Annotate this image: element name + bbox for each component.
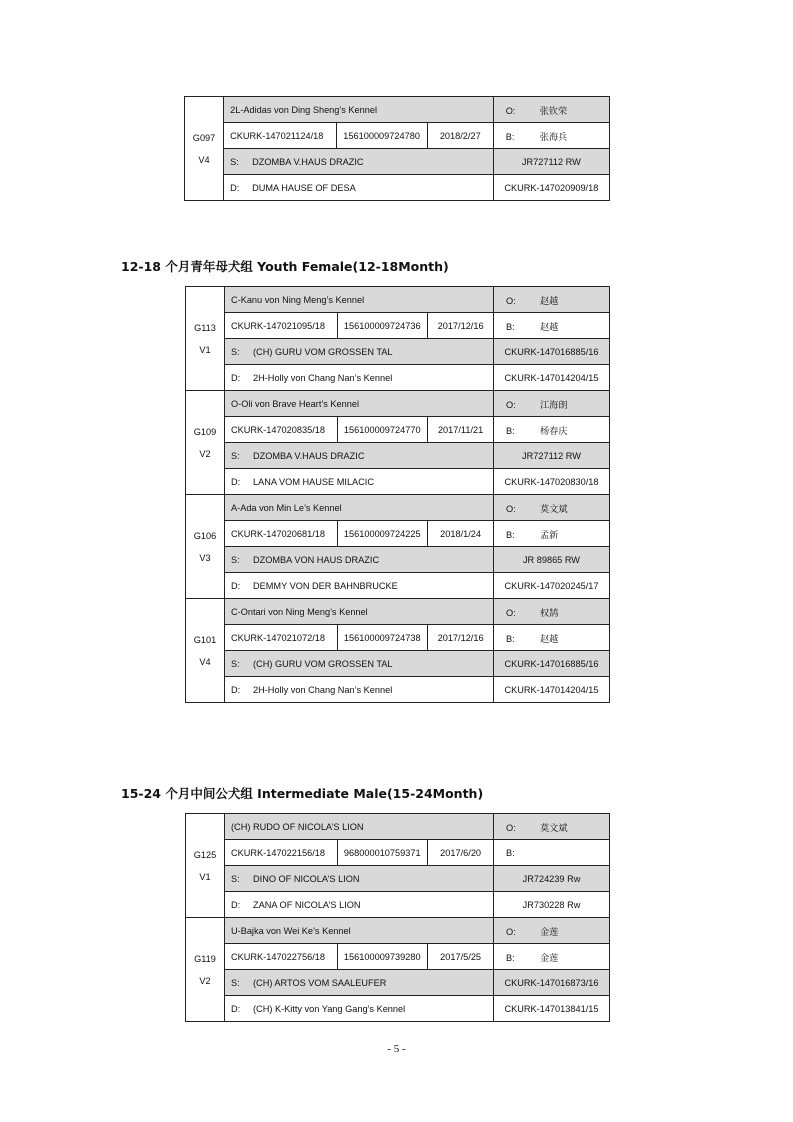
dam-cell [225,677,494,703]
sire-label: S: [231,658,240,669]
dam-cell [225,573,494,599]
owner-cell [493,97,609,123]
breeder-value: 金莲 [539,952,559,963]
breeder-label: B: [505,425,515,436]
entry-grade: V3 [199,552,211,563]
dam-label: D: [230,182,240,193]
breeder-label: B: [505,952,515,963]
sire-registration: JR 89865 RW [493,547,609,573]
entry-detail-row [185,123,610,149]
chip-number: 156100009724225 [337,521,427,547]
entry-id-cell [186,287,225,391]
entry-catalog-number: G097 [192,132,216,143]
chip-number: 156100009724736 [337,313,427,339]
dog-results-table [185,286,610,703]
birth-date: 2017/12/16 [428,625,494,651]
sire-row [186,866,610,892]
dog-name: 2L-Adidas von Ding Sheng’s Kennel [224,97,494,123]
chip-number: 156100009724770 [337,417,427,443]
entry-id-cell [185,97,224,201]
dam-row [186,677,610,703]
dam-registration: JR730228 Rw [493,892,609,918]
owner-label: O: [505,503,516,514]
dog-results-table [185,813,610,1022]
dam-label: D: [231,476,241,487]
breeder-label: B: [505,847,515,858]
dam-registration: CKURK-147020245/17 [493,573,609,599]
entry-catalog-number: G119 [194,953,216,964]
entry-id-cell [186,599,225,703]
sire-cell [225,970,494,996]
sire-name: (CH) ARTOS VOM SAALEUFER [253,977,387,988]
owner-value: 赵越 [539,295,559,306]
owner-label: O: [505,926,516,937]
entry-detail-row [186,313,610,339]
breeder-value: 赵越 [539,633,559,644]
sire-name: DZOMBA V.HAUS DRAZIC [253,450,365,461]
owner-value: 莫文斌 [539,822,568,833]
dam-cell [225,469,494,495]
sire-label: S: [230,156,239,167]
sire-row [186,970,610,996]
sire-label: S: [231,554,240,565]
registration-number: CKURK-147021124/18 [224,123,337,149]
chip-number: 156100009724780 [337,123,428,149]
sire-label: S: [231,977,240,988]
breeder-value: 张海兵 [539,131,568,142]
birth-date: 2017/5/25 [428,944,494,970]
entry-grade: V1 [199,344,211,355]
entry-id-cell [186,814,225,918]
entry-id-cell [186,391,225,495]
owner-value: 金莲 [539,926,559,937]
entry-catalog-number: G109 [193,426,217,437]
registration-number: CKURK-147020681/18 [225,521,338,547]
sire-row [186,339,610,365]
owner-cell [493,814,609,840]
owner-value: 莫文斌 [539,503,568,514]
birth-date: 2017/11/21 [428,417,494,443]
registration-number: CKURK-147022156/18 [225,840,338,866]
breeder-label: B: [505,131,515,142]
sire-registration: JR724239 Rw [493,866,609,892]
entry-grade: V4 [199,656,211,667]
owner-cell [493,495,609,521]
owner-cell [493,391,609,417]
page-number: - 5 - [387,1043,406,1055]
owner-value: 张钦荣 [539,105,568,116]
sire-label: S: [231,873,240,884]
entry-catalog-number: G125 [193,849,217,860]
owner-label: O: [505,295,516,306]
breeder-label: B: [505,529,515,540]
entry-name-row [186,814,610,840]
entry-grade: V4 [198,154,210,165]
owner-label: O: [505,822,516,833]
dam-label: D: [231,372,241,383]
dog-name: C-Ontari von Ning Meng’s Kennel [225,599,494,625]
entry-detail-row [186,521,610,547]
breeder-cell [493,123,609,149]
section-title-youth-female: 12-18 个月青年母犬组 Youth Female(12-18Month) [121,259,449,274]
entry-name-row [186,918,610,944]
dam-cell [224,175,494,201]
entry-name-row [186,599,610,625]
sire-name: DINO OF NICOLA’S LION [253,873,360,884]
dam-name: ZANA OF NICOLA’S LION [253,899,361,910]
entry-catalog-number: G101 [193,634,217,645]
birth-date: 2017/6/20 [428,840,494,866]
sire-cell [225,866,494,892]
sire-registration: CKURK-147016885/16 [493,651,609,677]
dam-cell [225,996,494,1022]
dam-name: 2H-Holly von Chang Nan’s Kennel [253,372,393,383]
dam-registration: CKURK-147020830/18 [493,469,609,495]
dog-name: C-Kanu von Ning Meng’s Kennel [225,287,494,313]
entry-detail-row [186,625,610,651]
breeder-label: B: [505,633,515,644]
sire-registration: CKURK-147016873/16 [493,970,609,996]
breeder-cell [493,840,609,866]
registration-number: CKURK-147022756/18 [225,944,338,970]
dog-name: U-Bajka von Wei Ke’s Kennel [225,918,494,944]
sire-name: (CH) GURU VOM GROSSEN TAL [253,346,393,357]
dam-registration: CKURK-147014204/15 [493,677,609,703]
dam-name: 2H-Holly von Chang Nan’s Kennel [253,684,393,695]
dog-name: (CH) RUDO OF NICOLA’S LION [225,814,494,840]
sire-cell [225,339,494,365]
dog-results-table [184,96,610,201]
dam-name: DUMA HAUSE OF DESA [252,182,356,193]
sire-registration: CKURK-147016885/16 [493,339,609,365]
sire-row [186,547,610,573]
chip-number: 156100009739280 [337,944,427,970]
dam-row [186,573,610,599]
dam-label: D: [231,580,241,591]
entry-detail-row [186,840,610,866]
dam-row [185,175,610,201]
entry-catalog-number: G113 [194,322,216,333]
breeder-cell [493,417,609,443]
entry-name-row [185,97,610,123]
birth-date: 2018/1/24 [428,521,494,547]
owner-cell [493,599,609,625]
entry-detail-row [186,417,610,443]
dam-row [186,469,610,495]
breeder-value: 孟新 [539,529,559,540]
registration-number: CKURK-147020835/18 [225,417,338,443]
sire-row [186,651,610,677]
owner-value: 权鹄 [539,607,559,618]
entry-name-row [186,495,610,521]
dam-row [186,365,610,391]
entry-id-cell [186,495,225,599]
entry-id-cell [186,918,225,1022]
entry-catalog-number: G106 [193,530,217,541]
dam-registration: CKURK-147020909/18 [493,175,609,201]
dam-label: D: [231,684,241,695]
owner-label: O: [505,607,516,618]
dam-name: DEMMY VON DER BAHNBRUCKE [253,580,398,591]
sire-cell [224,149,494,175]
dog-name: O-Oli von Brave Heart’s Kennel [225,391,494,417]
sire-row [185,149,610,175]
breeder-cell [493,313,609,339]
sire-cell [225,547,494,573]
owner-cell [493,287,609,313]
dam-registration: CKURK-147014204/15 [493,365,609,391]
section-title-intermediate-male: 15-24 个月中间公犬组 Intermediate Male(15-24Month) [121,786,484,801]
entry-grade: V2 [199,448,211,459]
dam-row [186,996,610,1022]
owner-value: 江海朗 [539,399,568,410]
chip-number: 156100009724738 [337,625,427,651]
sire-label: S: [231,346,240,357]
breeder-value: 赵越 [539,321,559,332]
sire-registration: JR727112 RW [493,443,609,469]
entry-detail-row [186,944,610,970]
entry-name-row [186,287,610,313]
dam-name: (CH) K-Kitty von Yang Gang’s Kennel [253,1003,406,1014]
sire-label: S: [231,450,240,461]
breeder-label: B: [505,321,515,332]
breeder-cell [493,521,609,547]
owner-label: O: [505,105,516,116]
registration-number: CKURK-147021072/18 [225,625,338,651]
sire-cell [225,651,494,677]
breeder-cell [493,625,609,651]
breeder-cell [493,944,609,970]
registration-number: CKURK-147021095/18 [225,313,338,339]
dam-registration: CKURK-147013841/15 [493,996,609,1022]
dam-label: D: [231,1003,241,1014]
entry-name-row [186,391,610,417]
owner-cell [493,918,609,944]
chip-number: 968000010759371 [337,840,427,866]
breeder-value: 杨春庆 [539,425,568,436]
sire-cell [225,443,494,469]
dam-cell [225,365,494,391]
sire-name: DZOMBA VON HAUS DRAZIC [253,554,380,565]
dam-cell [225,892,494,918]
entry-grade: V1 [199,871,211,882]
sire-row [186,443,610,469]
entry-grade: V2 [199,975,211,986]
owner-label: O: [505,399,516,410]
dam-label: D: [231,899,241,910]
birth-date: 2018/2/27 [427,123,493,149]
dam-row [186,892,610,918]
sire-name: DZOMBA V.HAUS DRAZIC [252,156,364,167]
sire-name: (CH) GURU VOM GROSSEN TAL [253,658,393,669]
dam-name: LANA VOM HAUSE MILACIC [253,476,374,487]
sire-registration: JR727112 RW [493,149,609,175]
birth-date: 2017/12/16 [428,313,494,339]
dog-name: A-Ada von Min Le’s Kennel [225,495,494,521]
